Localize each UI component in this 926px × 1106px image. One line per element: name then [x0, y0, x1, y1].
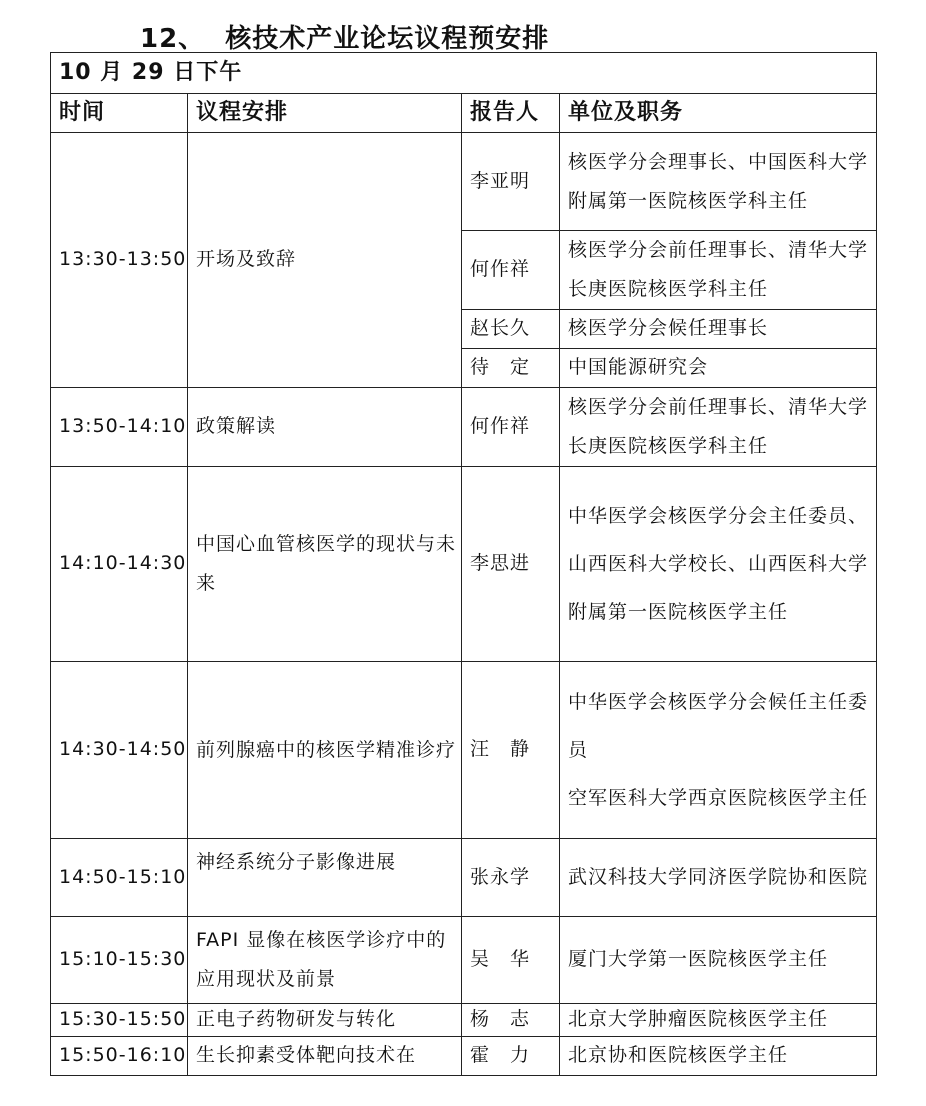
table-row [51, 839, 877, 917]
section-title: 核技术产业论坛议程预安排 [225, 24, 550, 54]
unit-cell [560, 662, 877, 839]
topic-cell: 开场及致辞 [188, 133, 462, 388]
topic-cell: 中国心血管核医学的现状与未来 [188, 467, 462, 662]
table-row [51, 388, 877, 467]
header-speaker: 报告人 [462, 94, 560, 133]
speaker-cell: 杨 志 [462, 1004, 560, 1037]
table-row [51, 917, 877, 1004]
header-topic: 议程安排 [188, 94, 462, 133]
unit-cell: 中华医学会核医学分会主任委员、山西医科大学校长、山西医科大学附属第一医院核医学主任 [560, 467, 877, 662]
unit-cell: 北京大学肿瘤医院核医学主任 [560, 1004, 877, 1037]
unit-cell: 核医学分会候任理事长 [560, 310, 877, 349]
unit-cell: 厦门大学第一医院核医学主任 [560, 917, 877, 1004]
time-cell: 13:30-13:50 [51, 133, 188, 388]
speaker-cell: 何作祥 [462, 388, 560, 467]
topic-cell: FAPI 显像在核医学诊疗中的应用现状及前景 [188, 917, 462, 1004]
speaker-cell: 汪 静 [462, 662, 560, 839]
time-cell: 14:50-15:10 [51, 839, 188, 917]
unit-cell: 核医学分会理事长、中国医科大学附属第一医院核医学科主任 [560, 133, 877, 231]
unit-cell: 核医学分会前任理事长、清华大学长庚医院核医学科主任 [560, 231, 877, 310]
header-time: 时间 [51, 94, 188, 133]
topic-cell: 生长抑素受体靶向技术在 [188, 1037, 462, 1076]
section-number: 12、 [140, 24, 206, 54]
time-cell: 15:50-16:10 [51, 1037, 188, 1076]
speaker-cell: 霍 力 [462, 1037, 560, 1076]
topic-cell: 前列腺癌中的核医学精准诊疗 [188, 662, 462, 839]
topic-cell: 正电子药物研发与转化 [188, 1004, 462, 1037]
unit-line: 中华医学会核医学分会候任主任委员 [568, 691, 869, 761]
speaker-cell: 吴 华 [462, 917, 560, 1004]
time-cell: 14:30-14:50 [51, 662, 188, 839]
table-row [51, 662, 877, 839]
time-cell: 14:10-14:30 [51, 467, 188, 662]
unit-cell: 北京协和医院核医学主任 [560, 1037, 877, 1076]
date-label: 10 月 29 日下午 [51, 53, 877, 94]
unit-line: 空军医科大学西京医院核医学主任 [568, 787, 869, 809]
header-row [51, 94, 877, 133]
agenda-table [50, 52, 877, 1076]
topic-cell: 神经系统分子影像进展 [188, 839, 462, 917]
speaker-cell: 赵长久 [462, 310, 560, 349]
time-cell: 15:30-15:50 [51, 1004, 188, 1037]
unit-cell: 核医学分会前任理事长、清华大学长庚医院核医学科主任 [560, 388, 877, 467]
page-title [140, 18, 549, 55]
speaker-cell: 张永学 [462, 839, 560, 917]
time-cell: 13:50-14:10 [51, 388, 188, 467]
speaker-cell: 李亚明 [462, 133, 560, 231]
unit-cell: 中国能源研究会 [560, 349, 877, 388]
table-row [51, 1037, 877, 1076]
speaker-cell: 待 定 [462, 349, 560, 388]
table-row [51, 1004, 877, 1037]
topic-cell: 政策解读 [188, 388, 462, 467]
table-row [51, 133, 877, 231]
header-unit: 单位及职务 [560, 94, 877, 133]
time-cell: 15:10-15:30 [51, 917, 188, 1004]
date-row [51, 53, 877, 94]
speaker-cell: 何作祥 [462, 231, 560, 310]
table-row [51, 467, 877, 662]
speaker-cell: 李思进 [462, 467, 560, 662]
unit-cell: 武汉科技大学同济医学院协和医院 [560, 839, 877, 917]
